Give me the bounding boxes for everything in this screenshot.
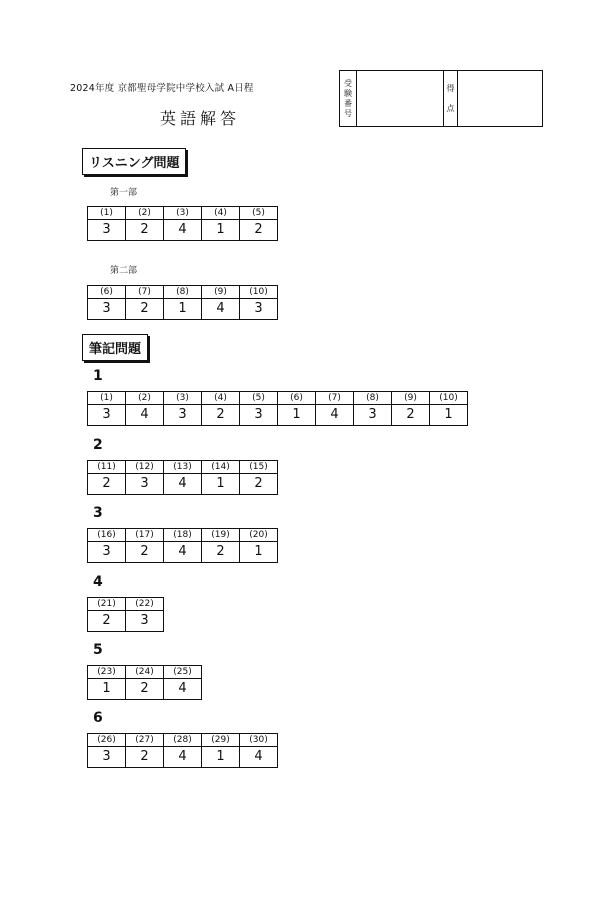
question-label: (27) xyxy=(126,734,164,747)
question-label: (6) xyxy=(88,286,126,299)
question-header-row xyxy=(88,392,468,405)
question-label: (3) xyxy=(164,207,202,220)
answer-cell: 3 xyxy=(88,542,126,563)
question-label: (10) xyxy=(430,392,468,405)
exam-number-field[interactable] xyxy=(357,71,444,126)
answer-cell: 2 xyxy=(126,679,164,700)
answer-cell: 3 xyxy=(88,405,126,426)
answer-cell: 2 xyxy=(88,611,126,632)
question-header-row xyxy=(88,529,278,542)
question-label: (1) xyxy=(88,207,126,220)
answer-cell: 3 xyxy=(88,299,126,320)
answer-cell: 2 xyxy=(202,542,240,563)
answer-cell: 1 xyxy=(430,405,468,426)
question-label: (8) xyxy=(164,286,202,299)
part1-label: 第一部 xyxy=(110,188,138,198)
answer-cell: 3 xyxy=(126,611,164,632)
answer-row xyxy=(88,220,278,241)
question-label: (7) xyxy=(126,286,164,299)
answer-cell: 4 xyxy=(202,299,240,320)
part2-label: 第二部 xyxy=(110,266,138,276)
answer-cell: 4 xyxy=(316,405,354,426)
answer-row xyxy=(88,679,202,700)
question-label: (1) xyxy=(88,392,126,405)
question-label: (11) xyxy=(88,461,126,474)
answer-table xyxy=(87,665,202,700)
answer-cell: 4 xyxy=(240,747,278,768)
question-number: 3 xyxy=(93,505,103,521)
answer-cell: 4 xyxy=(164,542,202,563)
question-label: (3) xyxy=(164,392,202,405)
answer-row xyxy=(88,542,278,563)
answer-cell: 3 xyxy=(354,405,392,426)
question-label: (4) xyxy=(202,392,240,405)
answer-table xyxy=(87,528,278,563)
answer-cell: 2 xyxy=(88,474,126,495)
answer-cell: 1 xyxy=(278,405,316,426)
answer-table xyxy=(87,597,164,632)
question-header-row xyxy=(88,734,278,747)
answer-cell: 3 xyxy=(88,220,126,241)
question-number: 1 xyxy=(93,368,103,384)
question-label: (19) xyxy=(202,529,240,542)
question-number: 2 xyxy=(93,437,103,453)
answer-cell: 1 xyxy=(202,474,240,495)
question-label: (22) xyxy=(126,598,164,611)
question-label: (2) xyxy=(126,392,164,405)
question-number: 4 xyxy=(93,574,103,590)
question-label: (5) xyxy=(240,207,278,220)
question-label: (8) xyxy=(354,392,392,405)
question-label: (18) xyxy=(164,529,202,542)
question-number: 5 xyxy=(93,642,103,658)
answer-cell: 2 xyxy=(392,405,430,426)
answer-row xyxy=(88,405,468,426)
writing-section-title: 筆記問題 xyxy=(82,334,148,361)
answer-row xyxy=(88,611,164,632)
question-header-row xyxy=(88,286,278,299)
answer-row xyxy=(88,299,278,320)
answer-cell: 3 xyxy=(164,405,202,426)
answer-cell: 2 xyxy=(126,220,164,241)
answer-row xyxy=(88,474,278,495)
question-label: (28) xyxy=(164,734,202,747)
question-label: (25) xyxy=(164,666,202,679)
answer-cell: 2 xyxy=(240,220,278,241)
question-number: 6 xyxy=(93,710,103,726)
label-char: 験 xyxy=(344,88,352,98)
question-label: (23) xyxy=(88,666,126,679)
listening-section-title: リスニング問題 xyxy=(82,148,186,175)
exam-title: 2024年度 京都聖母学院中学校入試 A日程 xyxy=(70,83,254,94)
label-char: 点 xyxy=(446,103,455,113)
answer-cell: 4 xyxy=(164,474,202,495)
question-label: (10) xyxy=(240,286,278,299)
question-label: (21) xyxy=(88,598,126,611)
answer-table xyxy=(87,391,468,426)
answer-cell: 1 xyxy=(202,747,240,768)
page-title: 英語解答 xyxy=(160,109,241,128)
question-label: (14) xyxy=(202,461,240,474)
answer-cell: 2 xyxy=(126,542,164,563)
answer-table xyxy=(87,460,278,495)
exam-number-label xyxy=(340,71,357,126)
label-char: 受 xyxy=(344,78,352,88)
answer-table xyxy=(87,206,278,241)
question-label: (6) xyxy=(278,392,316,405)
question-label: (9) xyxy=(202,286,240,299)
question-label: (30) xyxy=(240,734,278,747)
answer-cell: 4 xyxy=(126,405,164,426)
answer-cell: 2 xyxy=(202,405,240,426)
question-label: (12) xyxy=(126,461,164,474)
answer-cell: 1 xyxy=(88,679,126,700)
answer-table xyxy=(87,733,278,768)
score-field[interactable] xyxy=(458,71,542,126)
question-label: (13) xyxy=(164,461,202,474)
answer-cell: 4 xyxy=(164,220,202,241)
answer-cell: 3 xyxy=(126,474,164,495)
answer-cell: 3 xyxy=(240,299,278,320)
answer-table xyxy=(87,285,278,320)
question-label: (15) xyxy=(240,461,278,474)
label-char: 番 xyxy=(344,98,352,108)
question-header-row xyxy=(88,598,164,611)
answer-cell: 1 xyxy=(164,299,202,320)
question-label: (7) xyxy=(316,392,354,405)
answer-cell: 2 xyxy=(126,747,164,768)
answer-row xyxy=(88,747,278,768)
question-label: (2) xyxy=(126,207,164,220)
label-char: 得 xyxy=(446,84,455,94)
label-char: 号 xyxy=(344,108,352,118)
question-label: (5) xyxy=(240,392,278,405)
question-label: (16) xyxy=(88,529,126,542)
question-label: (24) xyxy=(126,666,164,679)
question-header-row xyxy=(88,207,278,220)
answer-cell: 2 xyxy=(240,474,278,495)
question-label: (9) xyxy=(392,392,430,405)
answer-cell: 3 xyxy=(240,405,278,426)
answer-cell: 3 xyxy=(88,747,126,768)
answer-cell: 4 xyxy=(164,679,202,700)
answer-cell: 2 xyxy=(126,299,164,320)
question-label: (17) xyxy=(126,529,164,542)
question-label: (29) xyxy=(202,734,240,747)
question-header-row xyxy=(88,461,278,474)
question-label: (20) xyxy=(240,529,278,542)
question-label: (26) xyxy=(88,734,126,747)
score-label xyxy=(444,71,458,126)
question-label: (4) xyxy=(202,207,240,220)
exam-id-score-box xyxy=(339,70,543,127)
answer-cell: 4 xyxy=(164,747,202,768)
answer-cell: 1 xyxy=(202,220,240,241)
question-header-row xyxy=(88,666,202,679)
answer-cell: 1 xyxy=(240,542,278,563)
